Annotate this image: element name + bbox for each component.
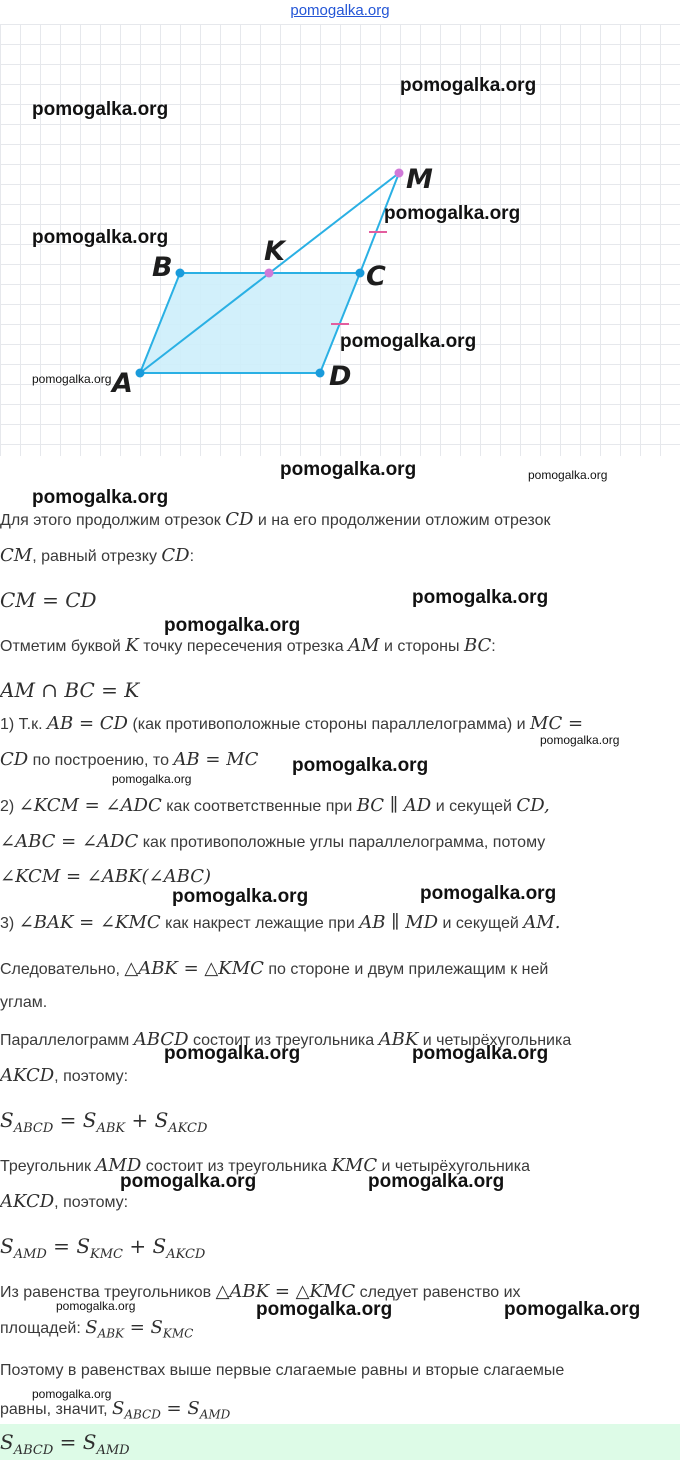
point-K	[265, 269, 274, 278]
formula-area-abcd: $S_{ABCD} = S_{ABK} + S_{AKCD}$	[0, 1108, 208, 1136]
watermark: pomogalka.org	[540, 733, 620, 747]
paragraph-line: равны, значит, $S_{ABCD} = S_{AMD}$	[0, 1398, 231, 1422]
watermark: pomogalka.org	[164, 1043, 301, 1064]
step-2-line: ∠KCM = ∠ABK(∠ABC)	[0, 866, 211, 887]
watermark: pomogalka.org	[504, 1299, 641, 1320]
label-A: A	[112, 368, 133, 399]
label-K: K	[264, 236, 285, 267]
watermark: pomogalka.org	[528, 468, 608, 482]
watermark: pomogalka.org	[368, 1171, 505, 1192]
watermark: pomogalka.org	[56, 1299, 136, 1313]
point-B	[176, 269, 185, 278]
label-M: M	[406, 164, 433, 195]
step-2-line: 2) ∠KCM = ∠ADC как соответственные при BC ∥ AD и секущей CD,	[0, 795, 550, 816]
conclusion-line: углам.	[0, 994, 48, 1011]
paragraph-line: Поэтому в равенствах выше первые слагаемые равны и вторые слагаемые	[0, 1362, 565, 1379]
label-D: D	[329, 361, 352, 392]
paragraph-line: Отметим буквой K точку пересечения отрезка AM и стороны BC:	[0, 635, 496, 656]
watermark: pomogalka.org	[412, 587, 549, 608]
watermark: pomogalka.org	[32, 99, 169, 120]
paragraph-line: Параллелограмм ABCD состоит из треугольника ABK и четырёхугольника	[0, 1029, 572, 1050]
paragraph-line: AKCD, поэтому:	[0, 1065, 129, 1086]
paragraph-line: Из равенства треугольников △ABK = △KMC следует равенство их	[0, 1281, 521, 1302]
watermark: pomogalka.org	[280, 459, 417, 480]
watermark: pomogalka.org	[164, 615, 301, 636]
point-D	[316, 369, 325, 378]
formula-cm-cd: CM = CD	[0, 588, 97, 612]
watermark: pomogalka.org	[32, 487, 169, 508]
formula-area-amd: $S_{AMD} = S_{KMC} + S_{AKCD}$	[0, 1234, 206, 1262]
watermark: pomogalka.org	[32, 1387, 112, 1401]
site-header-link[interactable]: pomogalka.org	[290, 2, 390, 19]
point-C	[356, 269, 365, 278]
watermark: pomogalka.org	[292, 755, 429, 776]
conclusion-line: Следовательно, △ABK = △KMC по стороне и двум прилежащим к ней	[0, 958, 549, 979]
watermark: pomogalka.org	[172, 886, 309, 907]
watermark: pomogalka.org	[384, 203, 521, 224]
watermark: pomogalka.org	[32, 227, 169, 248]
final-answer: $S_{ABCD} = S_{AMD}$	[0, 1430, 130, 1458]
step-2-line: ∠ABC = ∠ADC как противоположные углы параллелограмма, потому	[0, 831, 546, 852]
paragraph-line: площадей: $S_{ABK} = S_{KMC}$	[0, 1317, 194, 1341]
watermark: pomogalka.org	[340, 331, 477, 352]
label-B: B	[152, 252, 173, 283]
step-1-line: 1) Т.к. AB = CD (как противоположные стороны параллелограмма) и MC =	[0, 713, 584, 734]
watermark: pomogalka.org	[120, 1171, 257, 1192]
watermark: pomogalka.org	[412, 1043, 549, 1064]
step-1-line: CD по построению, то AB = MC	[0, 749, 259, 770]
watermark: pomogalka.org	[256, 1299, 393, 1320]
label-C: C	[366, 261, 386, 292]
point-M	[395, 169, 404, 178]
formula-intersection: AM ∩ BC = K	[0, 678, 140, 702]
watermark: pomogalka.org	[112, 772, 192, 786]
paragraph-line: CM, равный отрезку CD:	[0, 545, 195, 566]
paragraph-line: Для этого продолжим отрезок CD и на его продолжении отложим отрезок	[0, 509, 551, 530]
step-3-line: 3) ∠BAK = ∠KMC как накрест лежащие при AB ∥ MD и секущей AM.	[0, 912, 561, 933]
paragraph-line: Треугольник AMD состоит из треугольника KMC и четырёхугольника	[0, 1155, 530, 1176]
watermark: pomogalka.org	[420, 883, 557, 904]
point-A	[136, 369, 145, 378]
watermark: pomogalka.org	[400, 75, 537, 96]
watermark: pomogalka.org	[32, 372, 112, 386]
paragraph-line: AKCD, поэтому:	[0, 1191, 129, 1212]
